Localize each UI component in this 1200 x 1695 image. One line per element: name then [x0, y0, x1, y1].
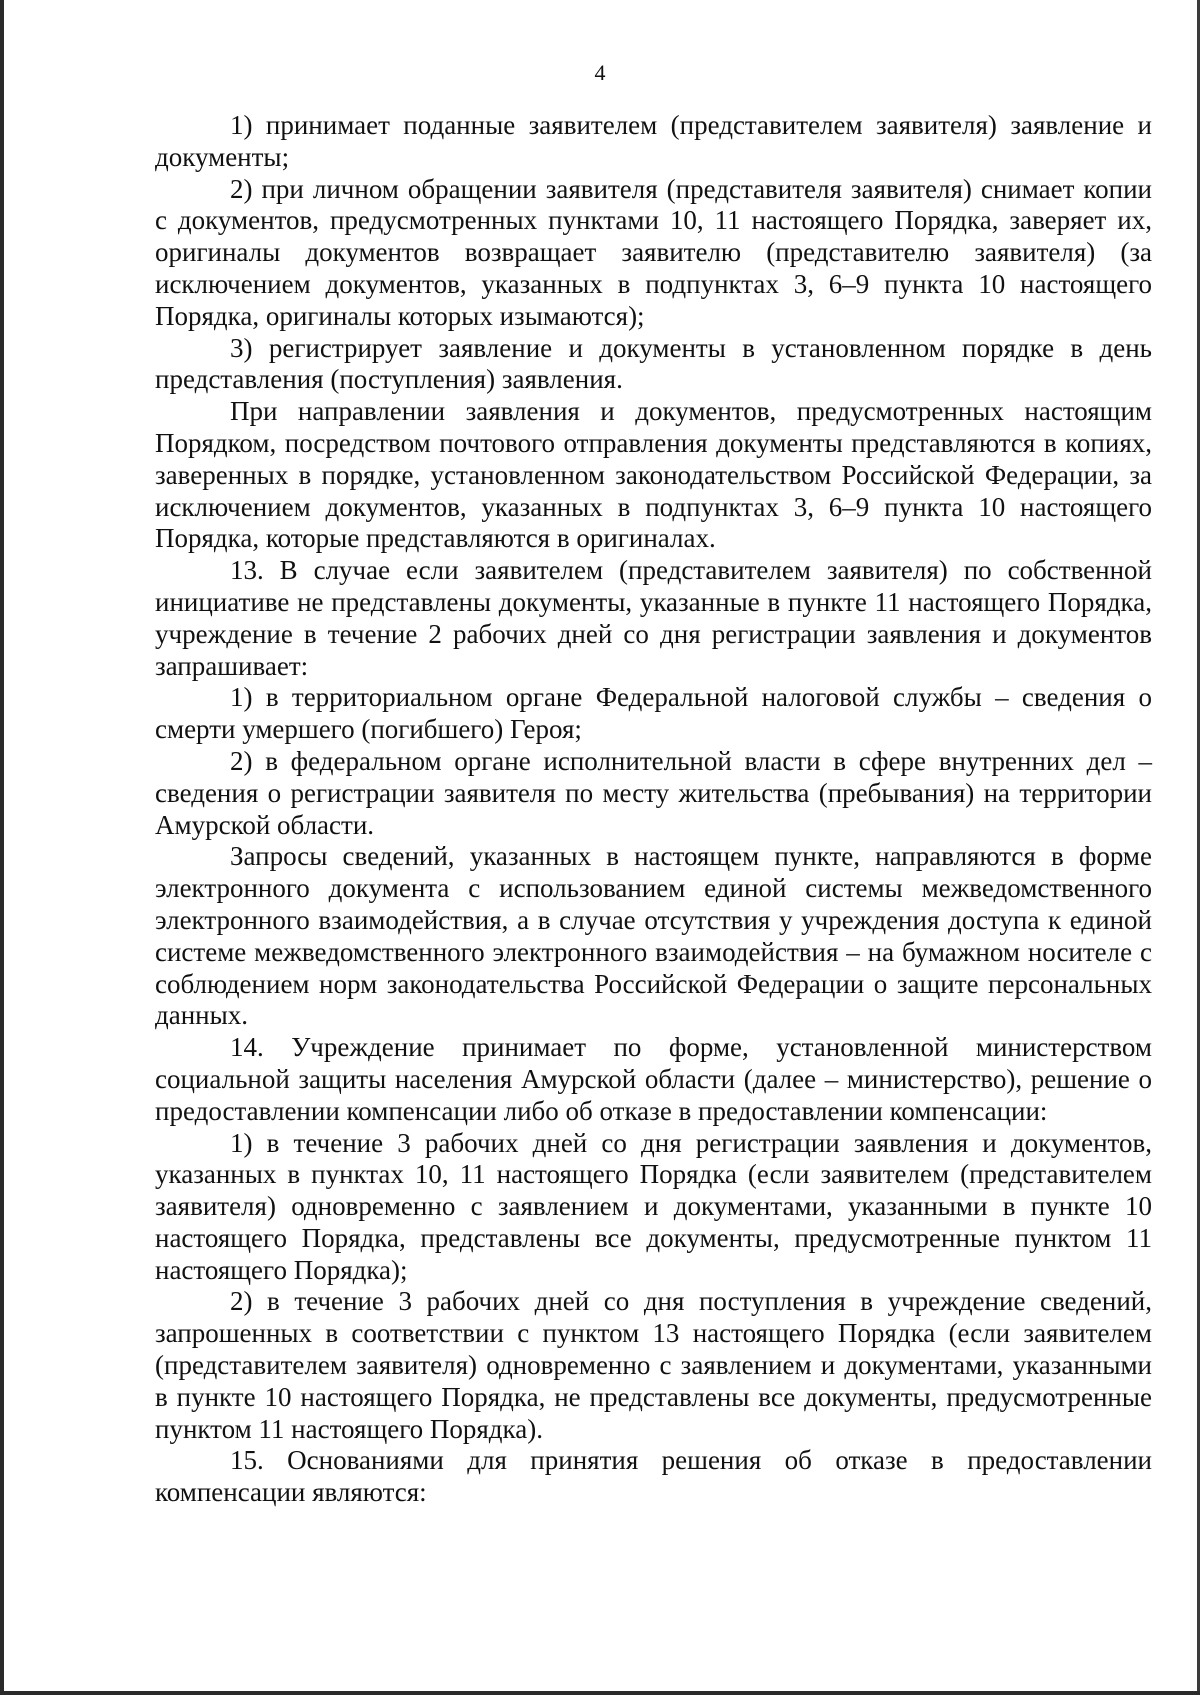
paragraph-item-13-sub-2: 2) в федеральном органе исполнительной власти в сфере внутренних дел – сведения о регистрации заявителя по месту жительства (пребывания) на территории Амурской области. — [155, 745, 1152, 840]
paragraph-item-15: 15. Основаниями для принятия решения об отказе в предоставлении компенсации являются: — [155, 1445, 1152, 1508]
scan-edge-bottom — [0, 1691, 1200, 1695]
paragraph-item-13-sub-1: 1) в территориальном органе Федеральной налоговой службы – сведения о смерти умершего (погибшего) Героя; — [155, 682, 1152, 745]
paragraph-clause-2-copies: 2) при личном обращении заявителя (представителя заявителя) снимает копии с документов, предусмотренных пунктами 10, 11 настоящего Порядка, заверяет их, оригиналы документов возвращает заявителю (представителю заявителя) (за исключением документов, указанных в подпунктах 3, 6–9 пункта 10 настоящего Порядка, оригиналы которых изымаются); — [155, 173, 1152, 331]
scan-edge-left — [0, 0, 4, 1695]
paragraph-item-14-sub-1: 1) в течение 3 рабочих дней со дня регистрации заявления и документов, указанных в пунктах 10, 11 настоящего Порядка (если заявителем (представителем заявителя) одновременно с заявлением и документами, указанными в пункте 10 настоящего Порядка, представлены все документы, предусмотренные пунктом 11 настоящего Порядка); — [155, 1127, 1152, 1285]
paragraph-clause-3-registers: 3) регистрирует заявление и документы в установленном порядке в день представления (поступления) заявления. — [155, 332, 1152, 395]
paragraph-requests: Запросы сведений, указанных в настоящем пункте, направляются в форме электронного документа с использованием единой системы межведомственного электронного взаимодействия, а в случае отсутствия у учреждения доступа к единой системе межведомственного электронного взаимодействия – на бумажном носителе с соблюдением норм законодательства Российской Федерации о защите персональных данных. — [155, 841, 1152, 1031]
page-number: 4 — [594, 60, 606, 85]
paragraph-postal-submission: При направлении заявления и документов, предусмотренных настоящим Порядком, посредством почтового отправления документы представляются в копиях, заверенных в порядке, установленном законодательством Российской Федерации, за исключением документов, указанных в подпунктах 3, 6–9 пункта 10 настоящего Порядка, которые представляются в оригиналах. — [155, 396, 1152, 554]
paragraph-item-14-sub-2: 2) в течение 3 рабочих дней со дня поступления в учреждение сведений, запрошенных в соответствии с пунктом 13 настоящего Порядка (если заявителем (представителем заявителя) одновременно с заявлением и документами, указанными в пункте 10 настоящего Порядка, не представлены все документы, предусмотренные пунктом 11 настоящего Порядка). — [155, 1286, 1152, 1444]
paragraph-item-14: 14. Учреждение принимает по форме, установленной министерством социальной защиты населения Амурской области (далее – министерство), решение о предоставлении компенсации либо об отказе в предоставлении компенсации: — [155, 1032, 1152, 1126]
document-body — [155, 110, 1152, 1509]
paragraph-item-13: 13. В случае если заявителем (представителем заявителя) по собственной инициативе не представлены документы, указанные в пункте 11 настоящего Порядка, учреждение в течение 2 рабочих дней со дня регистрации заявления и документов запрашивает: — [155, 555, 1152, 681]
paragraph-clause-1-accepts: 1) принимает поданные заявителем (представителем заявителя) заявление и документы; — [155, 110, 1152, 172]
